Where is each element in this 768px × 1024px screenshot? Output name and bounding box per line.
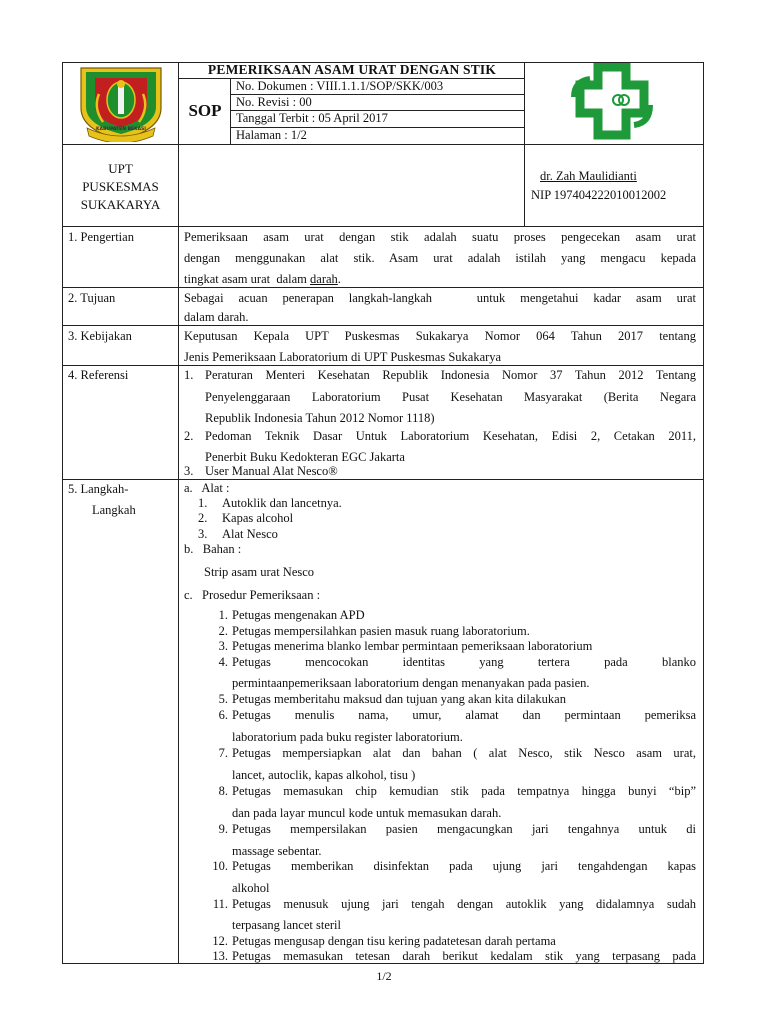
step-9-line-2: massage sebentar. xyxy=(232,844,322,858)
line-row-4 xyxy=(62,479,704,480)
step-number: 6. xyxy=(218,708,228,722)
step-7-line-2: lancet, autoclik, kapas alkohol, tisu ) xyxy=(232,768,416,782)
step-6-line-1: Petugas menulis nama, umur, alamat dan permintaan pemeriksa xyxy=(232,708,696,722)
referensi-1-line-3: Republik Indonesia Tahun 2012 Nomor 1118) xyxy=(205,411,435,425)
divider-sop xyxy=(230,78,231,144)
step-10-line-2: alkohol xyxy=(232,881,270,895)
alat-num-2: 2. xyxy=(198,511,208,525)
step-number: 4. xyxy=(218,655,228,669)
step-number: 13. xyxy=(212,949,228,963)
step-number: 9. xyxy=(218,822,228,836)
step-8-line-2: dan pada layar muncul kode untuk memasukan darah. xyxy=(232,806,502,820)
step-6-line-2: laboratorium pada buku register laboratorium. xyxy=(232,730,463,744)
alat-num-1: 1. xyxy=(198,496,208,510)
step-number: 5. xyxy=(218,692,228,706)
meta-document-number: No. Dokumen : VIII.1.1.1/SOP/SKK/003 xyxy=(236,79,444,93)
border-right xyxy=(703,62,704,963)
emblem-text: KABUPATEN BEKASI xyxy=(96,127,146,132)
label-langkah-1: 5. Langkah- xyxy=(68,482,129,496)
alat-item-1: Autoklik dan lancetnya. xyxy=(222,496,342,510)
label-pengertian: 1. Pengertian xyxy=(68,230,134,244)
pengertian-line-1: Pemeriksaan asam urat dengan stik adalah suatu proses pengecekan asam urat xyxy=(184,230,696,244)
referensi-1-line-2: Penyelenggaraan Laboratorium Pusat Kesehatan Masyarakat (Berita Negara xyxy=(205,390,696,404)
referensi-1-line-1: Peraturan Menteri Kesehatan Republik Indonesia Nomor 37 Tahun 2012 Tentang xyxy=(205,368,696,382)
doctor-nip: NIP 197404222010012002 xyxy=(531,188,667,202)
step-4-line-1: Petugas mencocokan identitas yang tertera pada blanko xyxy=(232,655,696,669)
page-number: 1/2 xyxy=(376,969,392,983)
alat-heading: a. Alat : xyxy=(184,481,230,495)
tujuan-line-2: dalam darah. xyxy=(184,310,249,324)
divider-label xyxy=(178,226,179,963)
upt-name xyxy=(63,160,178,214)
label-tujuan: 2. Tujuan xyxy=(68,291,116,305)
step-10-line-1: Petugas memberikan disinfektan pada ujung jari tengahdengan kapas xyxy=(232,859,696,873)
upt-line-3: SUKAKARYA xyxy=(80,197,161,212)
step-9-line-1: Petugas mempersilakan pasien mengacungkan jari tengahnya untuk di xyxy=(232,822,696,836)
referensi-2-line-1: Pedoman Teknik Dasar Untuk Laboratorium Kesehatan, Edisi 2, Cetakan 2011, xyxy=(205,429,696,443)
meta-issue-date: Tanggal Terbit : 05 April 2017 xyxy=(236,111,388,125)
puskesmas-cross-logo xyxy=(566,63,658,143)
referensi-2-line-2: Penerbit Buku Kedokteran EGC Jakarta xyxy=(205,450,405,464)
kebijakan-line-1: Keputusan Kepala UPT Puskesmas Sukakarya Nomor 064 Tahun 2017 tentang xyxy=(184,329,696,343)
kebijakan-line-2: Jenis Pemeriksaan Laboratorium di UPT Puskesmas Sukakarya xyxy=(184,350,502,364)
step-11-line-1: Petugas menusuk ujung jari tengah dengan autoklik yang didalamnya sudah xyxy=(232,897,696,911)
referensi-num-3: 3. xyxy=(184,464,194,478)
upt-line-1: UPT xyxy=(108,161,133,176)
step-11-line-2: terpasang lancet steril xyxy=(232,918,341,932)
label-referensi: 4. Referensi xyxy=(68,368,129,382)
label-langkah-2: Langkah xyxy=(92,503,136,517)
pengertian-line-3-text: tingkat asam urat dalam xyxy=(184,272,311,286)
line-header-mid xyxy=(62,144,704,145)
step-7-line-1: Petugas mempersiapkan alat dan bahan ( alat Nesco, stik Nesco asam urat, xyxy=(232,746,696,760)
step-number: 1. xyxy=(218,608,228,622)
step-2-line-1: Petugas mempersilahkan pasien masuk ruang laboratorium. xyxy=(232,624,530,638)
step-1-line-1: Petugas mengenakan APD xyxy=(232,608,365,622)
pengertian-line-2: dengan menggunakan alat stik. Asam urat adalah istilah yang mengacu kepada xyxy=(184,251,696,265)
bahan-text: Strip asam urat Nesco xyxy=(204,565,315,579)
label-kebijakan: 3. Kebijakan xyxy=(68,329,132,343)
doctor-name: dr. Zah Maulidianti xyxy=(540,169,637,183)
bahan-heading: b. Bahan : xyxy=(184,542,242,556)
darah-link[interactable]: darah xyxy=(310,272,338,286)
meta-page: Halaman : 1/2 xyxy=(236,128,307,142)
step-number: 12. xyxy=(212,934,228,948)
upt-line-2: PUSKESMAS xyxy=(82,179,159,194)
document-title: PEMERIKSAAN ASAM URAT DENGAN STIK xyxy=(207,62,497,77)
alat-item-2: Kapas alcohol xyxy=(222,511,294,525)
alat-item-3: Alat Nesco xyxy=(222,527,278,541)
step-3-line-1: Petugas menerima blanko lembar permintaan pemeriksaan laboratorium xyxy=(232,639,593,653)
step-number: 2. xyxy=(218,624,228,638)
step-number: 8. xyxy=(218,784,228,798)
referensi-num-2: 2. xyxy=(184,429,194,443)
line-row-2 xyxy=(62,325,704,326)
line-row-1 xyxy=(62,287,704,288)
step-number: 3. xyxy=(218,639,228,653)
sop-label: SOP xyxy=(188,101,222,120)
step-number: 7. xyxy=(218,746,228,760)
regency-emblem-logo xyxy=(73,64,169,142)
line-row-3 xyxy=(62,365,704,366)
step-number: 10. xyxy=(212,859,228,873)
line-header-bottom xyxy=(62,226,704,227)
referensi-num-1: 1. xyxy=(184,368,194,382)
tujuan-line-1: Sebagai acuan penerapan langkah-langkah untuk mengetahui kadar asam urat xyxy=(184,291,696,305)
step-12-line-1: Petugas mengusap dengan tisu kering padatetesan darah pertama xyxy=(232,934,556,948)
step-number: 11. xyxy=(212,897,228,911)
step-13-line-1: Petugas memasukan tetesan darah berikut kedalam stik yang terpasang pada xyxy=(232,949,696,963)
step-5-line-1: Petugas memberitahu maksud dan tujuan yang akan kita dilakukan xyxy=(232,692,566,706)
referensi-3-line-1: User Manual Alat Nesco® xyxy=(205,464,338,478)
alat-num-3: 3. xyxy=(198,527,208,541)
step-8-line-1: Petugas memasukan chip kemudian stik pada tempatnya hingga bunyi “bip” xyxy=(232,784,696,798)
step-4-line-2: permintaanpemeriksaan laboratorium dengan menanyakan pada pasien. xyxy=(232,676,590,690)
pengertian-line-3 xyxy=(184,272,696,287)
meta-revision: No. Revisi : 00 xyxy=(236,95,312,109)
pengertian-line-3-end: . xyxy=(337,272,341,286)
prosedur-heading: c. Prosedur Pemeriksaan : xyxy=(184,588,321,602)
